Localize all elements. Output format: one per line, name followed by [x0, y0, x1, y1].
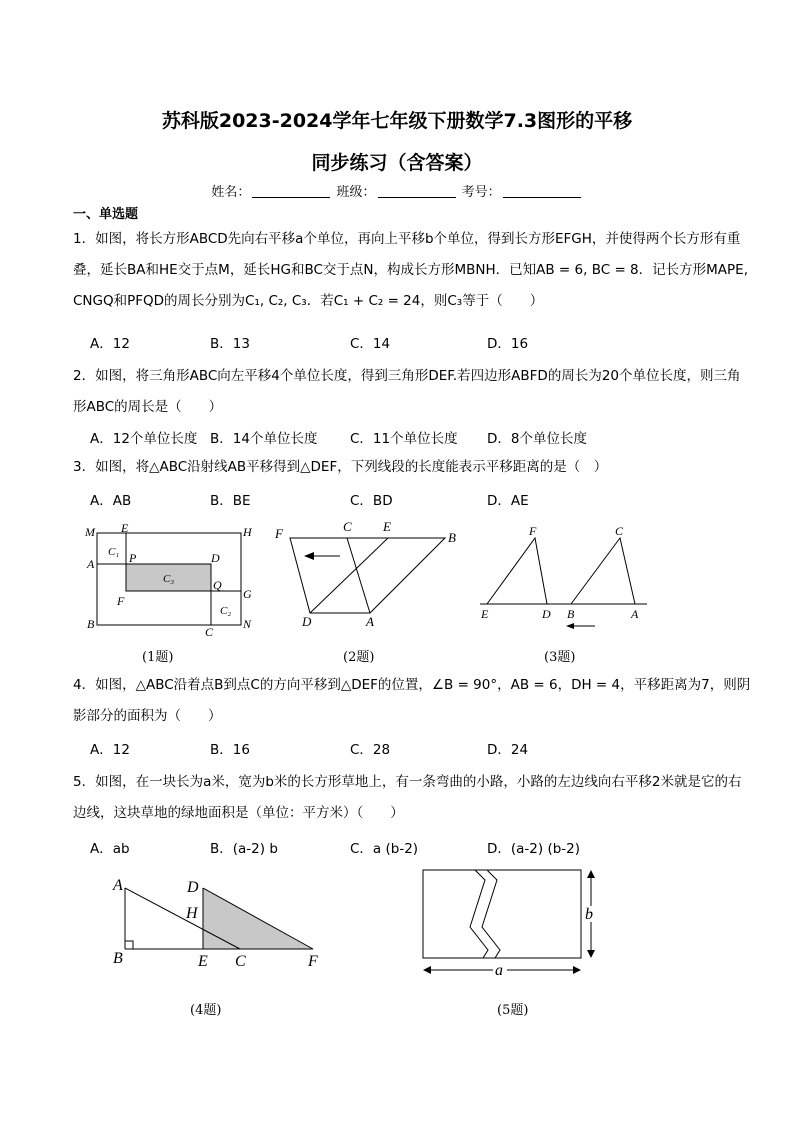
q5-option-d[interactable]: D．(a-2) (b-2) — [487, 841, 581, 857]
q1-option-b[interactable]: B．13 — [210, 336, 250, 352]
fig1-label-m: M — [85, 525, 95, 539]
q3-option-d[interactable]: D．AE — [487, 493, 529, 509]
arrow-right — [573, 966, 581, 974]
figure-3 — [475, 520, 655, 632]
figure-2 — [270, 518, 470, 630]
fig1-label-p: P — [129, 551, 137, 565]
line-ed — [310, 538, 388, 613]
fig4-label-h: H — [186, 905, 198, 922]
title-line-2: 同步练习（含答案） — [311, 152, 483, 174]
q1-option-c[interactable]: C．14 — [350, 336, 391, 352]
fig3-label-c: C — [615, 524, 624, 538]
class-label: 班级： — [336, 185, 376, 200]
q3-option-a[interactable]: A．AB — [90, 493, 132, 509]
q2-option-b[interactable]: B．14个单位长度 — [210, 431, 318, 447]
fig2-label-b: B — [448, 530, 456, 545]
lawn-rect — [423, 870, 581, 958]
caption-fig4: (4题) — [190, 1003, 222, 1018]
fig5-label-a: a — [495, 962, 503, 979]
q2-option-c[interactable]: C．11个单位长度 — [350, 431, 458, 447]
section-heading: 一、单选题 — [73, 207, 139, 222]
fig4-label-c: C — [235, 953, 246, 970]
caption-fig3: (3题) — [544, 650, 576, 665]
fig2-label-d: D — [302, 614, 312, 629]
fig1-label-a: A — [87, 557, 95, 571]
fig4-label-a: A — [113, 877, 123, 894]
fig1-label-c3: C₃ — [163, 573, 175, 585]
fig2-label-c: C — [343, 519, 352, 534]
path-right-edge — [482, 870, 500, 958]
q4-option-a[interactable]: A．12 — [90, 742, 130, 758]
fig1-label-h: H — [243, 525, 252, 539]
q4-option-c[interactable]: C．28 — [350, 742, 391, 758]
q4-option-d[interactable]: D．24 — [487, 742, 529, 758]
question-4: 4．如图，△ABC沿着点B到点C的方向平移到△DEF的位置，∠B = 90°，AB = 6，DH = 4，平移距离为7，则阴影部分的面积为（ ） — [73, 677, 751, 724]
q1-option-d[interactable]: D．16 — [487, 336, 529, 352]
fig2-label-a: A — [366, 614, 374, 629]
q5-option-a[interactable]: A．ab — [90, 841, 130, 857]
line-ca — [347, 538, 370, 613]
fig2-label-f: F — [275, 526, 283, 541]
arrow-down — [587, 950, 595, 958]
fig3-label-b: B — [567, 607, 575, 621]
fig3-label-a: A — [631, 607, 639, 621]
q1-option-a[interactable]: A．12 — [90, 336, 130, 352]
arrow-head — [304, 552, 314, 560]
right-angle-mark — [125, 941, 133, 949]
fig1-label-f: F — [117, 594, 125, 608]
path-left-edge — [470, 870, 488, 958]
fig1-label-c1: C₁ — [108, 546, 120, 558]
q2-option-a[interactable]: A．12个单位长度 — [90, 431, 198, 447]
exam-no-label: 考号： — [461, 185, 501, 200]
fig4-label-d: D — [187, 879, 199, 896]
fig4-label-b: B — [113, 950, 123, 967]
fig1-label-d: D — [211, 551, 220, 565]
q2-option-d[interactable]: D．8个单位长度 — [487, 431, 587, 447]
fig4-label-f: F — [308, 953, 318, 970]
figure-5 — [415, 862, 615, 982]
q3-option-b[interactable]: B．BE — [210, 493, 251, 509]
fig2-label-e: E — [383, 519, 391, 534]
q4-option-b[interactable]: B．16 — [210, 742, 250, 758]
arrow-head — [566, 623, 574, 629]
title-line-1: 苏科版2023-2024学年七年级下册数学7.3图形的平移 — [161, 110, 633, 132]
fig1-label-c: C — [205, 625, 214, 639]
fig1-label-c2: C₂ — [220, 605, 232, 617]
name-blank[interactable] — [252, 185, 330, 198]
q5-option-c[interactable]: C．a (b-2) — [350, 841, 419, 857]
fig5-label-b: b — [585, 906, 593, 923]
question-2: 2．如图，将三角形ABC向左平移4个单位长度，得到三角形DEF.若四边形ABFD的周长为20个单位长度，则三角形ABC的周长是（ ） — [73, 368, 741, 415]
caption-fig2: (2题) — [343, 650, 375, 665]
question-1: 1．如图，将长方形ABCD先向右平移a个单位，再向上平移b个单位，得到长方形EFGH，并使得两个长方形有重叠，延长BA和HE交于点M，延长HG和BC交于点N，构成长方形MBNH．已知AB = 6, BC = 8．记长方形MAPE, CNGQ和PFQD的周长分别为C₁, C₂, C₃．若C₁ + C₂ = 24，则C₃等于（ ） — [73, 231, 748, 309]
arrow-left — [423, 966, 431, 974]
caption-fig1: (1题) — [142, 650, 174, 665]
question-5: 5．如图，在一块长为a米，宽为b米的长方形草地上，有一条弯曲的小路，小路的左边线向右平移2米就是它的右边线，这块草地的绿地面积是（单位：平方米）（ ） — [73, 774, 742, 821]
triangle-abc — [571, 538, 635, 604]
fig1-label-b: B — [87, 617, 95, 631]
figure-1 — [80, 520, 270, 642]
fig1-label-n: N — [243, 617, 252, 631]
fig4-label-e: E — [198, 953, 208, 970]
student-info — [0, 181, 794, 200]
fig3-label-e: E — [481, 607, 489, 621]
fig3-label-d: D — [542, 607, 551, 621]
fig1-label-e: E — [121, 521, 129, 535]
figure-4 — [105, 870, 335, 970]
trapezoid-abfd — [290, 538, 445, 613]
arrow-up — [587, 870, 595, 878]
caption-fig5: (5题) — [497, 1003, 529, 1018]
class-blank[interactable] — [378, 185, 456, 198]
fig1-label-q: Q — [213, 578, 222, 592]
fig3-label-f: F — [529, 524, 537, 538]
fig1-label-g: G — [243, 587, 252, 601]
q5-option-b[interactable]: B．(a-2) b — [210, 841, 278, 857]
name-label: 姓名： — [211, 185, 251, 200]
q3-option-c[interactable]: C．BD — [350, 493, 393, 509]
triangle-def — [487, 538, 547, 604]
exam-no-blank[interactable] — [503, 185, 581, 198]
question-3: 3．如图，将△ABC沿射线AB平移得到△DEF，下列线段的长度能表示平移距离的是（ ） — [73, 459, 608, 475]
